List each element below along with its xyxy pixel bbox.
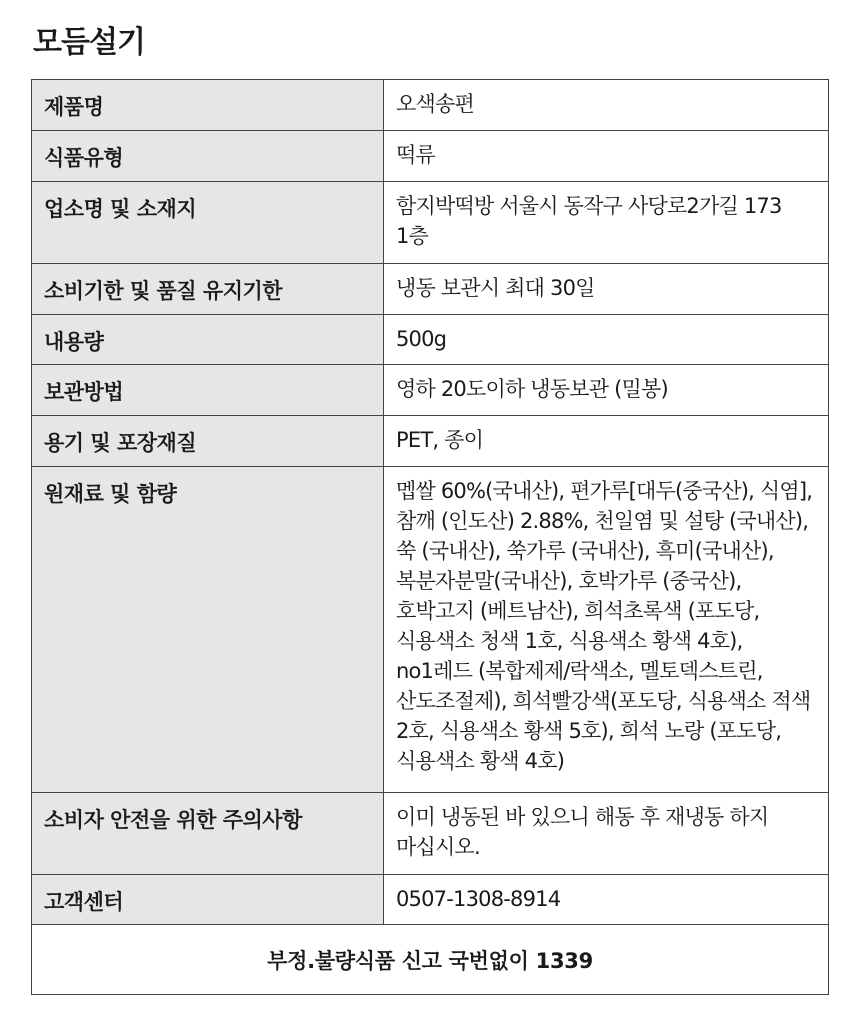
table-row-storage (32, 365, 829, 416)
table-row-customer-center (32, 875, 829, 925)
product-info-table (31, 79, 829, 995)
row-label: 용기 및 포장재질 (32, 416, 384, 467)
row-value: 오색송편 (384, 80, 829, 131)
table-row-safety-notice (32, 793, 829, 875)
row-value: 0507-1308-8914 (384, 875, 829, 925)
report-hotline-text: 부정.불량식품 신고 국번없이 1339 (32, 925, 829, 995)
table-row-packaging (32, 416, 829, 467)
row-label: 업소명 및 소재지 (32, 182, 384, 264)
row-value: 함지박떡방 서울시 동작구 사당로2가길 173 1층 (384, 182, 829, 264)
table-row-product-name (32, 80, 829, 131)
table-row-content-amount (32, 315, 829, 365)
row-label: 보관방법 (32, 365, 384, 416)
row-label: 고객센터 (32, 875, 384, 925)
row-label: 제품명 (32, 80, 384, 131)
row-label: 원재료 및 함량 (32, 467, 384, 793)
row-label: 내용량 (32, 315, 384, 365)
row-value: 냉동 보관시 최대 30일 (384, 264, 829, 315)
table-row-report (32, 925, 829, 995)
row-value: PET, 종이 (384, 416, 829, 467)
row-value: 이미 냉동된 바 있으니 해동 후 재냉동 하지 마십시오. (384, 793, 829, 875)
table-row-food-type (32, 131, 829, 182)
table-row-business-address (32, 182, 829, 264)
row-value: 영하 20도이하 냉동보관 (밀봉) (384, 365, 829, 416)
row-value: 멥쌀 60%(국내산), 편가루[대두(중국산), 식염], 참깨 (인도산) 2.88%, 천일염 및 설탕 (국내산), 쑥 (국내산), 쑥가루 (국내산), 흑미(국내산), 복분자분말(국내산), 호박가루 (중국산), 호박고지 (베트남산), 희석초록색 (포도당, 식용색소 청색 1호, 식용색소 황색 4호), no1레드 (복합제제/락색소, 멜토덱스트린, 산도조절제), 희석빨강색(포도당, 식용색소 적색 2호, 식용색소 황색 5호), 희석 노랑 (포도당, 식용색소 황색 4호) (384, 467, 829, 793)
table-row-ingredients (32, 467, 829, 793)
row-value: 떡류 (384, 131, 829, 182)
row-label: 소비자 안전을 위한 주의사항 (32, 793, 384, 875)
row-label: 소비기한 및 품질 유지기한 (32, 264, 384, 315)
table-row-expiry (32, 264, 829, 315)
row-value: 500g (384, 315, 829, 365)
row-label: 식품유형 (32, 131, 384, 182)
page-title: 모듬설기 (33, 25, 145, 60)
